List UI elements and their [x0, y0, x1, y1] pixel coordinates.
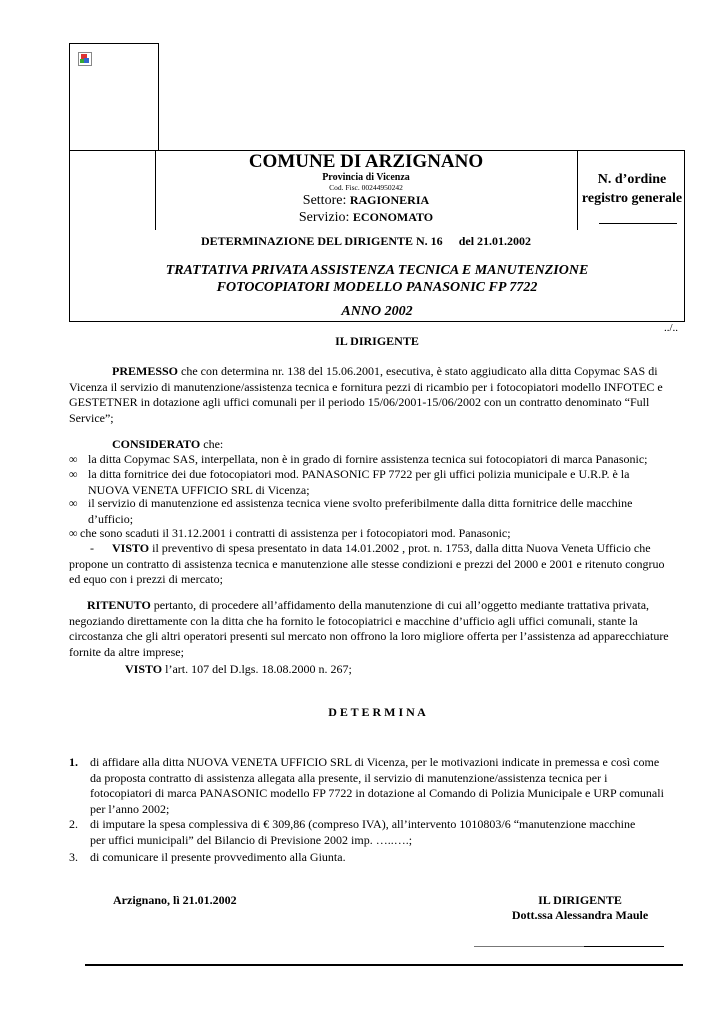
visto-keyword: VISTO	[112, 541, 150, 555]
item-1-line2: da proposta contratto di assistenza allegata alla presente, il servizio di manutenzione/assistenza tecnica per i	[90, 770, 608, 785]
bottom-rule	[85, 964, 683, 966]
premesso-text: che con determina nr. 138 del 15.06.2001, esecutiva, è stato aggiudicato alla ditta Copymac SAS di	[178, 364, 658, 378]
item-3-number: 3.	[69, 850, 78, 864]
considerato-heading	[112, 437, 223, 453]
visto-art-text: l’art. 107 del D.lgs. 18.08.2000 n. 267;	[162, 662, 352, 676]
item-1-number: 1.	[69, 755, 78, 769]
subject-line1: TRATTATIVA PRIVATA ASSISTENZA TECNICA E MANUTENZIONE	[165, 263, 589, 278]
ritenuto-keyword: RITENUTO	[87, 598, 151, 612]
visto-preventivo-paragraph	[69, 541, 683, 588]
visto-line2: propone un contratto di assistenza tecnica e manutenzione alle stesse condizioni e prezzi del 2000 e 2001 e ritenuto congruo	[69, 556, 665, 571]
servizio-line	[156, 210, 576, 226]
bullet-3-line1: il servizio di manutenzione ed assistenza tecnica viene svolto preferibilmente dalla ditta fornitrice delle macchine	[88, 496, 633, 510]
item-1-line4: per l’anno 2002;	[90, 801, 170, 816]
determinazione-number: DETERMINAZIONE DEL DIRIGENTE N. 16	[200, 234, 443, 248]
visto-line3: ed equo con i prezzi di mercato;	[69, 572, 223, 586]
ordine-line2: registro generale	[581, 191, 683, 206]
bullet-symbol: ∞	[69, 526, 78, 540]
bullet-symbol: ∞	[69, 467, 78, 481]
provincia-text: Provincia di Vicenza	[322, 172, 410, 183]
determina-heading: D E T E R M I N A	[328, 705, 426, 719]
signer-name: Dott.ssa Alessandra Maule	[511, 908, 649, 922]
visto-line1	[69, 541, 683, 557]
item-2-number: 2.	[69, 817, 78, 831]
continuation-mark: ../..	[664, 322, 679, 334]
item-3: di comunicare il presente provvedimento alla Giunta.	[90, 850, 346, 864]
considerato-keyword: CONSIDERATO	[112, 437, 201, 451]
visto-art-line	[125, 662, 352, 678]
bullet-2	[88, 467, 684, 498]
bullet-1: la ditta Copymac SAS, interpellata, non è in grado di fornire assistenza tecnica sui fotocopiatori di marca Panasonic;	[88, 452, 648, 466]
il-dirigente-heading: IL DIRIGENTE	[335, 334, 419, 348]
subject-line2: FOTOCOPIATORI MODELLO PANASONIC FP 7722	[216, 280, 538, 295]
ordine-number-line	[599, 223, 677, 224]
servizio-label: Servizio:	[298, 210, 350, 225]
item-1	[90, 755, 684, 817]
premesso-keyword: PREMESSO	[112, 364, 179, 378]
ritenuto-paragraph	[69, 598, 683, 660]
signature-line-dark	[584, 946, 664, 947]
item-1-line3: fotocopiatori di marca PANASONIC modello FP 7722 in dotazione al Comando di Polizia Municipale e URP comunali	[90, 786, 664, 800]
premesso-line4: Service”;	[69, 410, 114, 425]
ritenuto-line1	[69, 598, 683, 614]
cod-fisc-text: Cod. Fisc. 00244950242	[329, 183, 403, 192]
settore-value: RAGIONERIA	[349, 193, 430, 207]
signer-title: IL DIRIGENTE	[538, 893, 622, 907]
anno: ANNO 2002	[341, 304, 413, 319]
visto-dash: -	[90, 541, 94, 555]
subject	[70, 262, 684, 296]
item-2-line1: di imputare la spesa complessiva di € 309,86 (compreso IVA), all’intervento 1010803/6 “manutenzione macchine	[90, 817, 636, 831]
ritenuto-line4: fornite da altre imprese;	[69, 644, 184, 659]
servizio-value: ECONOMATO	[352, 210, 434, 224]
considerato-text: che:	[200, 437, 224, 451]
determinazione-line	[156, 234, 576, 249]
bullet-symbol: ∞	[69, 452, 78, 466]
item-1-line1: di affidare alla ditta NUOVA VENETA UFFICIO SRL di Vicenza, per le motivazioni indicate in premessa e così come	[90, 755, 660, 769]
bullet-4: che sono scaduti il 31.12.2001 i contratti di assistenza per i fotocopiatori mod. Panasonic;	[80, 526, 511, 540]
comune-title: COMUNE DI ARZIGNANO	[248, 151, 484, 172]
bullet-2-line1: la ditta fornitrice dei due fotocopiatori mod. PANASONIC FP 7722 per gli uffici polizia municipale e U.R.P. è la	[88, 467, 630, 481]
place-date: Arzignano, lì 21.01.2002	[113, 893, 237, 907]
premesso-paragraph	[69, 364, 683, 426]
logo-frame	[69, 43, 159, 151]
ordine-line1: N. d’ordine	[597, 172, 667, 187]
ritenuto-line3: circostanza che gli altri operatori presenti sul mercato non offrono la loro migliore offerta per l’assistenza ad apparecchiature	[69, 629, 669, 643]
item-2	[90, 817, 684, 848]
bullet-2-line2: NUOVA VENETA UFFICIO SRL di Vicenza;	[88, 482, 310, 497]
broken-image-icon	[78, 52, 92, 66]
determinazione-date: del 21.01.2002	[458, 234, 532, 248]
premesso-line3: GESTETNER in dotazione agli uffici comunali per il periodo 15/06/2001-15/06/2002 con un contratto denominato “Full	[69, 395, 650, 409]
premesso-line2: Vicenza il servizio di manutenzione/assistenza tecnica e fornitura pezzi di ricambio per i fotocopiatori modello INFOTEC e	[69, 379, 663, 394]
signature-block	[460, 893, 700, 923]
visto-art-keyword: VISTO	[125, 662, 163, 676]
ordine-registro	[578, 170, 686, 208]
settore-label: Settore:	[302, 193, 347, 208]
ritenuto-text: pertanto, di procedere all’affidamento della manutenzione di cui all’oggetto mediante trattativa privata,	[150, 598, 650, 612]
bullet-3	[88, 496, 684, 527]
ritenuto-line2: negoziando direttamente con la ditta che ha fornito le fotocopiatrici e macchine d’ufficio agli uffici comunali, stante la	[69, 613, 638, 628]
item-2-line2: per uffici municipali” del Bilancio di Previsione 2002 imp. …..….;	[90, 832, 413, 847]
visto-text: il preventivo di spesa presentato in data 14.01.2002 , prot. n. 1753, dalla ditta Nuova Veneta Ufficio che	[149, 541, 651, 555]
bullet-3-line2: d’ufficio;	[88, 511, 134, 526]
settore-line	[156, 193, 576, 209]
bullet-symbol: ∞	[69, 496, 78, 510]
premesso-line1	[69, 364, 683, 380]
